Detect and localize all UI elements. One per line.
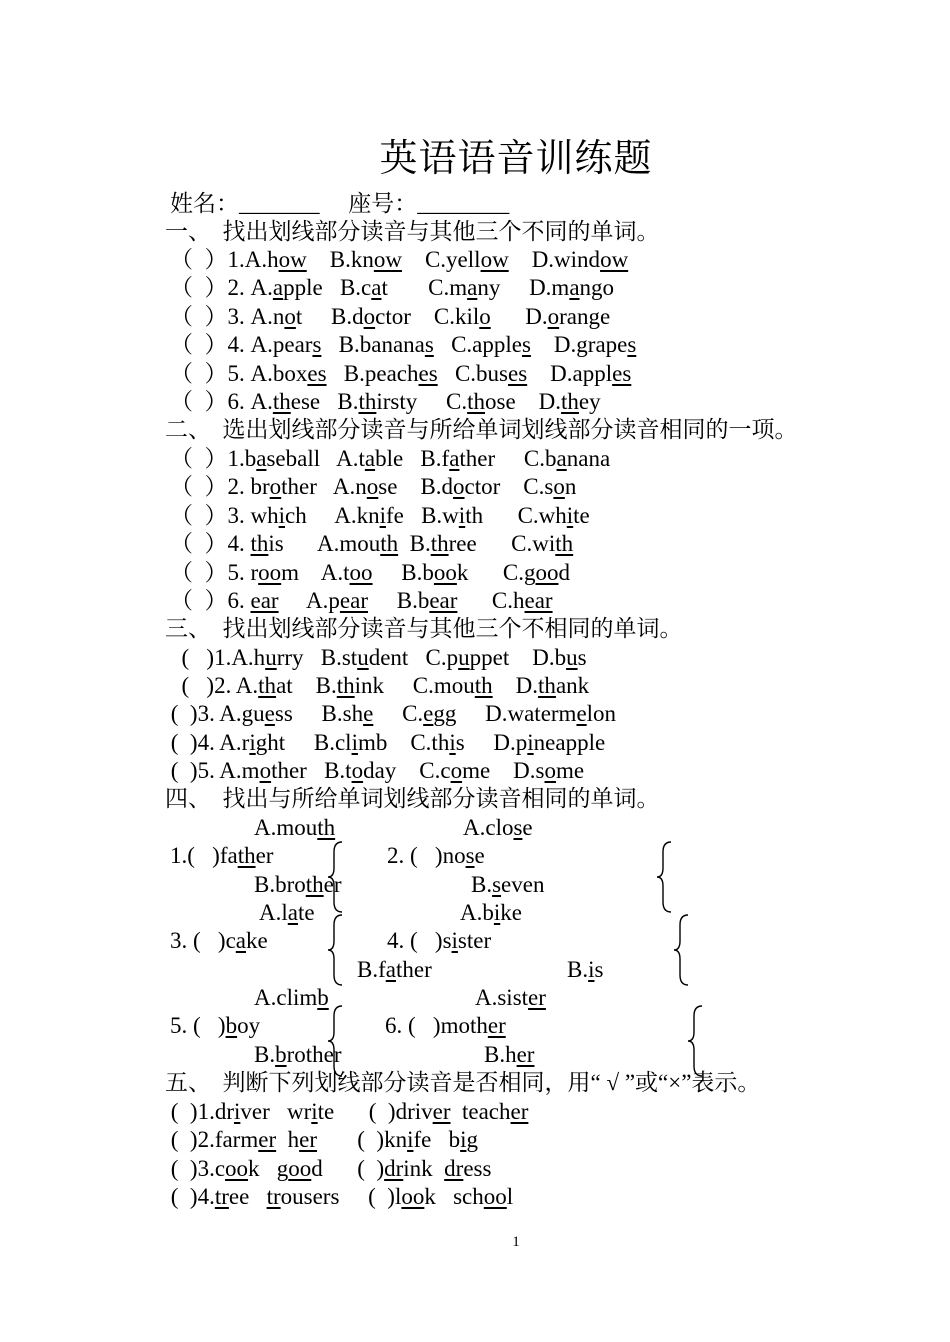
underlined-part: a: [467, 275, 478, 300]
text-part: ree C.wi: [448, 531, 556, 556]
underlined-part: s: [312, 332, 322, 357]
option-a: [475, 984, 546, 1012]
text-part: B.b: [368, 588, 430, 613]
text-part: B.: [254, 1042, 276, 1067]
text-part: ink C.mou: [354, 673, 475, 698]
underlined-part: es: [612, 361, 632, 386]
text-part: ese B.: [290, 389, 359, 414]
question-row: [170, 559, 570, 587]
underlined-part: o: [351, 758, 364, 783]
underlined-part: er: [258, 1127, 277, 1152]
underlined-part: th: [237, 843, 256, 868]
underlined-part: i: [460, 1127, 467, 1152]
question-row: [170, 445, 610, 473]
underlined-part: s: [513, 815, 523, 840]
underlined-part: i: [527, 730, 534, 755]
text-part: pple B.c: [283, 275, 372, 300]
underlined-part: u: [357, 645, 369, 670]
text-part: ( )4. A.r: [165, 730, 250, 755]
text-part: even: [501, 872, 545, 897]
question-row: [170, 1012, 260, 1040]
text-part: B.peach: [326, 361, 419, 386]
question-row: [387, 927, 491, 955]
underlined-part: th: [561, 389, 579, 414]
underlined-part: i: [407, 1127, 414, 1152]
text-part: ngo: [579, 275, 615, 300]
text-part: s: [577, 645, 587, 670]
text-part: B.: [567, 957, 589, 982]
option-b: [484, 1041, 534, 1069]
text-part: mb C.th: [357, 730, 450, 755]
underlined-part: e: [423, 701, 434, 726]
underlined-part: o: [450, 758, 463, 783]
text-part: C.h: [457, 588, 525, 613]
question-row: [165, 729, 605, 757]
text-part: ch A.kn: [285, 503, 380, 528]
name-seat-row: [170, 190, 509, 218]
question-row: [170, 360, 631, 388]
text-part: D.wind: [508, 247, 601, 272]
underlined-part: es: [307, 361, 327, 386]
text-part: ey: [578, 389, 601, 414]
text-part: A.l: [259, 900, 288, 925]
text-part: nana: [566, 446, 611, 471]
text-part: 3. ( )c: [170, 928, 236, 953]
text-part: ght B.cl: [255, 730, 352, 755]
text-part: ther: [395, 957, 432, 982]
underlined-part: dr: [444, 1156, 464, 1181]
text-part: A.p: [278, 588, 340, 613]
underlined-part: i: [233, 1099, 241, 1124]
underlined-part: a: [371, 275, 382, 300]
text-part: d ( ): [311, 1156, 385, 1181]
question-row: [170, 530, 573, 558]
brace-icon: [326, 913, 346, 987]
text-part: er: [323, 872, 342, 897]
text-part: gg D.waterm: [433, 701, 577, 726]
underlined-part: o: [269, 474, 282, 499]
text-part: ctor C.s: [464, 474, 554, 499]
question-row: [170, 672, 589, 700]
text-part: D.appl: [527, 361, 613, 386]
underlined-part: i: [379, 503, 386, 528]
underlined-part: er: [299, 1127, 317, 1152]
underlined-part: th: [430, 531, 449, 556]
text-part: ver wr: [240, 1099, 312, 1124]
underlined-part: b: [317, 985, 329, 1010]
text-part: t B.d: [295, 304, 364, 329]
underlined-part: ow: [480, 247, 509, 272]
question-row: [165, 700, 616, 728]
text-part: ( )4.: [165, 1184, 215, 1209]
underlined-part: th: [250, 531, 269, 556]
text-part: se B.d: [378, 474, 454, 499]
underlined-part: oo: [349, 560, 373, 585]
question-row: [170, 303, 610, 331]
text-part: range: [559, 304, 611, 329]
underlined-part: b: [275, 1042, 287, 1067]
text-part: seball A.t: [266, 446, 365, 471]
text-part: m A.t: [281, 560, 350, 585]
underlined-part: i: [493, 900, 501, 925]
text-part: g: [466, 1127, 478, 1152]
underlined-part: oo: [258, 560, 282, 585]
text-part: （ ）5. A.box: [170, 361, 308, 386]
text-part: 5. ( ): [170, 1013, 226, 1038]
text-part: fe B.w: [385, 503, 459, 528]
brace-icon: [326, 1004, 346, 1078]
text-part: 2. ( )no: [387, 843, 466, 868]
underlined-part: i: [458, 503, 466, 528]
underlined-part: a: [385, 957, 396, 982]
text-part: s: [594, 957, 604, 982]
brace-icon: [323, 840, 346, 914]
text-part: at B.: [276, 673, 337, 698]
text-part: ctor C.kil: [375, 304, 480, 329]
text-part: ( )1.A.h: [170, 645, 266, 670]
underlined-part: a: [569, 275, 580, 300]
text-part: lon: [586, 701, 617, 726]
option-a: [463, 814, 533, 842]
question-row: [165, 757, 584, 785]
text-part: 座号：: [319, 191, 418, 216]
text-part: （ ）4.: [170, 531, 251, 556]
text-part: C.: [373, 701, 424, 726]
option-a: [259, 899, 315, 927]
text-part: ( )1.dr: [165, 1099, 234, 1124]
text-part: D.grape: [530, 332, 628, 357]
text-part: te: [297, 900, 315, 925]
option-a: [460, 899, 522, 927]
underlined-part: e: [264, 701, 275, 726]
underlined-part: s: [424, 332, 434, 357]
underlined-part: s: [465, 843, 475, 868]
text-part: B.kn: [306, 247, 374, 272]
text-part: fe b: [413, 1127, 461, 1152]
text-part: ble B.f: [375, 446, 450, 471]
question-row: [170, 644, 587, 672]
text-part: B.h: [484, 1042, 517, 1067]
underlined-part: i: [449, 730, 456, 755]
text-part: oy: [237, 1013, 261, 1038]
text-part: C.apple: [433, 332, 522, 357]
text-part: （ ）4. A.pear: [170, 332, 313, 357]
underlined-part: oo: [483, 1184, 507, 1209]
underlined-part: o: [544, 758, 556, 783]
question-row: [170, 331, 636, 359]
underlined-part: u: [265, 645, 277, 670]
text-part: ster: [457, 928, 492, 953]
text-part: teach: [450, 1099, 511, 1124]
text-part: （ ）6.: [170, 588, 251, 613]
underlined-part: b: [225, 1013, 238, 1038]
question-row: [165, 1098, 528, 1126]
underlined-part: es: [507, 361, 528, 386]
text-part: （ ）1.A.h: [170, 247, 279, 272]
text-part: s D.p: [455, 730, 528, 755]
section-heading: [165, 218, 660, 246]
underlined-part: ow: [373, 247, 402, 272]
text-part: ose D.: [485, 389, 562, 414]
underlined-part: th: [272, 389, 291, 414]
option-b: [357, 956, 432, 984]
text-part: rry B.st: [276, 645, 358, 670]
underlined-part: ear: [524, 588, 553, 613]
brace-icon: [655, 840, 675, 914]
text-part: B.: [398, 531, 431, 556]
text-part: ppet D.b: [469, 645, 567, 670]
text-part: te ( )driv: [317, 1099, 433, 1124]
brace-icon: [672, 913, 692, 987]
text-part: 姓名：: [170, 191, 239, 216]
text-part: k sch: [424, 1184, 484, 1209]
text-part: 1.( )fa: [170, 843, 238, 868]
text-part: ( )3. A.gu: [165, 701, 265, 726]
underlined-part: th: [538, 673, 556, 698]
question-row: [165, 1126, 478, 1154]
text-part: er: [255, 843, 274, 868]
question-row: [170, 587, 553, 615]
underlined-part: o: [363, 304, 376, 329]
text-part: （ ）3. wh: [170, 503, 279, 528]
underlined-part: oo: [535, 560, 559, 585]
underlined-part: es: [418, 361, 438, 386]
underlined-part: i: [311, 1099, 318, 1124]
underlined-part: dr: [384, 1156, 404, 1181]
underlined-part: i: [566, 503, 574, 528]
underlined-part: oo: [401, 1184, 425, 1209]
text-part: dent C.p: [368, 645, 459, 670]
text-part: ther B.t: [271, 758, 352, 783]
text-part: ( )2. A.: [170, 673, 259, 698]
option-a: [254, 984, 329, 1012]
text-part: 四、 找出与所给单词划线部分读音相同的单词。: [165, 786, 660, 811]
text-part: is A.mou: [268, 531, 381, 556]
underlined-part: th: [467, 389, 485, 414]
underlined-part: a: [256, 446, 267, 471]
text-part: A.b: [460, 900, 494, 925]
underlined-part: ear: [250, 588, 279, 613]
question-row: [170, 274, 614, 302]
underlined-part: th: [258, 673, 277, 698]
text-part: 二、 选出划线部分读音与所给单词划线部分读音相同的一项。: [165, 417, 798, 442]
underlined-part: s: [492, 872, 502, 897]
text-part: （ ）2. A.: [170, 275, 273, 300]
text-part: th C.wh: [465, 503, 567, 528]
text-part: B.bro: [254, 872, 306, 897]
underlined-part: th: [336, 673, 355, 698]
question-row: [170, 927, 268, 955]
underlined-part: s: [627, 332, 637, 357]
text-part: （ ）5. r: [170, 560, 259, 585]
option-a: [254, 814, 335, 842]
text-part: ________: [417, 191, 510, 216]
text-part: C.yell: [401, 247, 481, 272]
underlined-part: er: [510, 1099, 529, 1124]
text-part: me D.s: [462, 758, 545, 783]
underlined-part: ear: [429, 588, 458, 613]
text-part: A.sist: [475, 985, 529, 1010]
underlined-part: i: [249, 730, 256, 755]
text-part: ( )2.farm: [165, 1127, 259, 1152]
text-part: D.: [490, 304, 548, 329]
underlined-part: o: [259, 758, 272, 783]
text-part: ( )3.c: [165, 1156, 226, 1181]
text-part: ousers ( )l: [280, 1184, 402, 1209]
text-part: ( )kn: [317, 1127, 408, 1152]
text-part: 4. ( )s: [387, 928, 452, 953]
underlined-part: i: [451, 928, 458, 953]
underlined-part: a: [287, 900, 298, 925]
question-row: [170, 473, 576, 501]
text-part: ther C.b: [459, 446, 557, 471]
text-part: ( )5. A.m: [165, 758, 260, 783]
text-part: d: [558, 560, 570, 585]
question-row: [170, 502, 590, 530]
text-part: B.banana: [321, 332, 425, 357]
text-part: l: [506, 1184, 514, 1209]
text-part: C.bus: [437, 361, 508, 386]
underlined-part: oo: [288, 1156, 312, 1181]
underlined-part: th: [555, 531, 574, 556]
underlined-part: o: [366, 474, 379, 499]
text-part: B.: [471, 872, 493, 897]
text-part: 一、 找出划线部分读音与其他三个不同的单词。: [165, 219, 660, 244]
underlined-part: er: [516, 1042, 535, 1067]
text-part: （ ）6. A.: [170, 389, 273, 414]
underlined-part: s: [521, 332, 531, 357]
question-row: [170, 388, 601, 416]
question-row: [387, 842, 485, 870]
text-part: me: [556, 758, 585, 783]
underlined-part: o: [453, 474, 465, 499]
underlined-part: i: [588, 957, 595, 982]
text-part: neapple: [533, 730, 606, 755]
underlined-part: e: [576, 701, 587, 726]
underlined-part: a: [235, 928, 246, 953]
option-b: [567, 956, 603, 984]
section-heading: [165, 416, 798, 444]
underlined-part: a: [556, 446, 567, 471]
text-part: A.clim: [254, 985, 318, 1010]
underlined-part: oo: [433, 560, 457, 585]
text-part: A.mou: [254, 815, 318, 840]
text-part: irsty C.: [376, 389, 468, 414]
text-part: te: [573, 503, 590, 528]
option-b: [471, 871, 544, 899]
text-part: rother: [286, 1042, 342, 1067]
text-part: （ ）1.b: [170, 446, 257, 471]
section-heading: [165, 785, 660, 813]
section-heading: [165, 615, 683, 643]
underlined-part: o: [479, 304, 491, 329]
underlined-part: o: [547, 304, 560, 329]
text-part: ee: [228, 1184, 267, 1209]
text-part: ink: [403, 1156, 445, 1181]
underlined-part: a: [364, 446, 376, 471]
underlined-part: i: [351, 730, 358, 755]
text-part: e: [522, 815, 533, 840]
text-part: 五、 判断下列划线部分读音是否相同，用“ √ ”或“×”表示。: [165, 1070, 761, 1095]
text-part: D.: [492, 673, 539, 698]
underlined-part: th: [358, 389, 377, 414]
underlined-part: o: [553, 474, 565, 499]
underlined-part: th: [305, 872, 324, 897]
text-part: t C.m: [381, 275, 468, 300]
underlined-part: er: [487, 1013, 506, 1038]
text-part: h: [276, 1127, 300, 1152]
text-part: 6. ( )moth: [385, 1013, 488, 1038]
text-part: ke: [500, 900, 522, 925]
text-part: ess: [463, 1156, 492, 1181]
underlined-part: th: [380, 531, 399, 556]
text-part: ank: [555, 673, 590, 698]
text-part: e: [474, 843, 485, 868]
text-part: day C.c: [363, 758, 451, 783]
brace-icon: [686, 1004, 706, 1078]
underlined-part: tr: [214, 1184, 229, 1209]
text-part: _______: [239, 191, 320, 216]
section-heading: [165, 1069, 760, 1097]
underlined-part: ear: [339, 588, 368, 613]
underlined-part: er: [432, 1099, 451, 1124]
text-part: （ ）2. br: [170, 474, 270, 499]
question-row: [170, 246, 628, 274]
underlined-part: tr: [266, 1184, 281, 1209]
text-part: 三、 找出划线部分读音与其他三个不相同的单词。: [165, 616, 683, 641]
text-part: A.clo: [463, 815, 514, 840]
text-part: B.f: [357, 957, 386, 982]
page-title: 英语语音训练题: [379, 138, 653, 180]
underlined-part: ow: [600, 247, 629, 272]
page-number: 1: [512, 1234, 520, 1250]
underlined-part: e: [363, 701, 374, 726]
underlined-part: o: [284, 304, 296, 329]
text-part: （ ）3. A.n: [170, 304, 285, 329]
question-row: [385, 1012, 506, 1040]
underlined-part: th: [474, 673, 493, 698]
question-row: [165, 1183, 513, 1211]
text-part: k g: [248, 1156, 289, 1181]
underlined-part: u: [458, 645, 470, 670]
text-part: ny D.m: [477, 275, 570, 300]
underlined-part: ow: [278, 247, 307, 272]
underlined-part: a: [449, 446, 460, 471]
underlined-part: u: [566, 645, 578, 670]
question-row: [165, 1155, 491, 1183]
underlined-part: i: [278, 503, 286, 528]
text-part: ke: [246, 928, 268, 953]
text-part: ther A.n: [281, 474, 367, 499]
underlined-part: a: [272, 275, 284, 300]
text-part: n: [564, 474, 577, 499]
question-row: [170, 842, 273, 870]
text-part: B.b: [372, 560, 434, 585]
underlined-part: er: [528, 985, 546, 1010]
underlined-part: oo: [225, 1156, 249, 1181]
text-part: k C.g: [456, 560, 536, 585]
text-part: ss B.sh: [274, 701, 364, 726]
underlined-part: th: [317, 815, 336, 840]
